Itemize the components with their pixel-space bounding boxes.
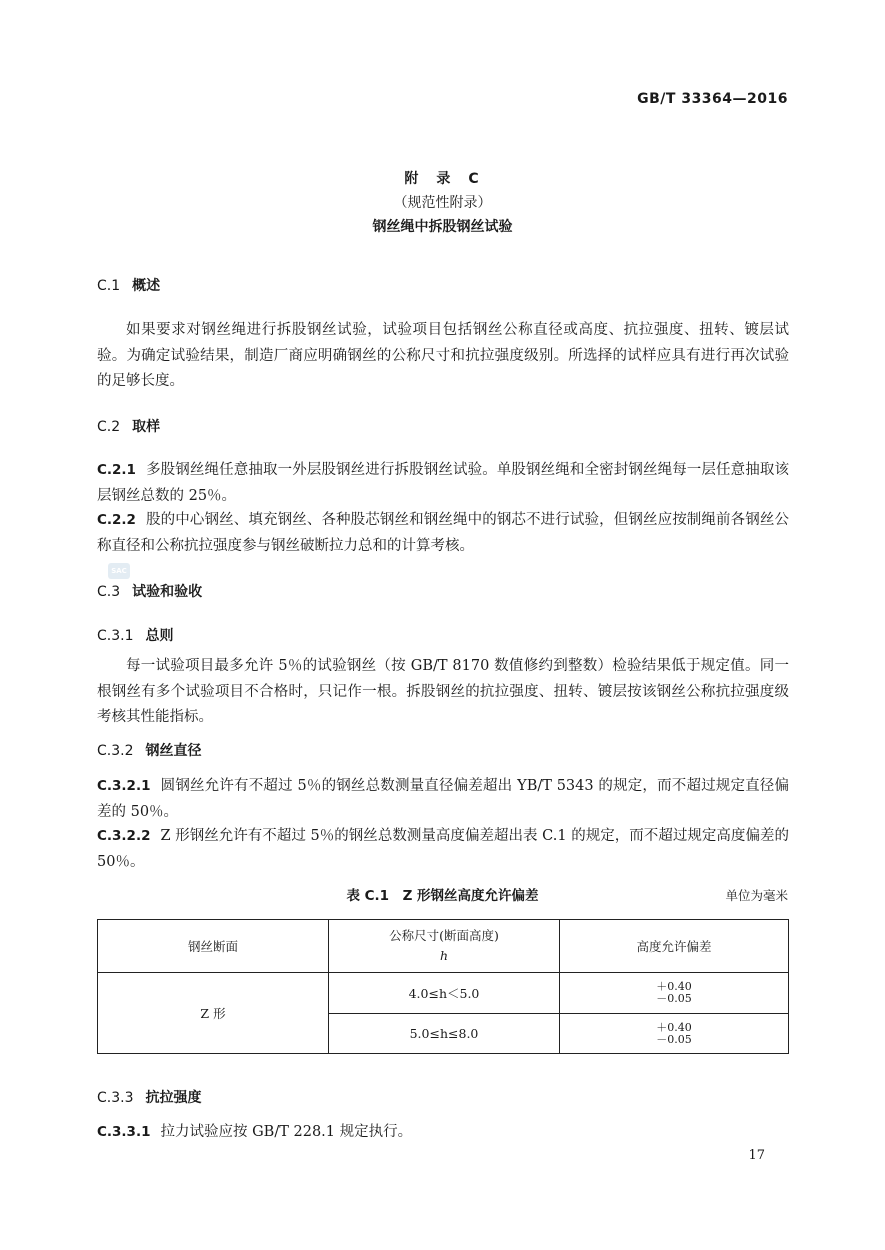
tol-plus: ＋0.40 bbox=[656, 1020, 692, 1034]
header-nominal-size bbox=[329, 920, 560, 973]
clause-c322 bbox=[97, 824, 789, 875]
section-number: C.3.3 bbox=[97, 1090, 134, 1106]
section-c33-heading bbox=[97, 1087, 202, 1107]
section-title: 钢丝直径 bbox=[145, 743, 202, 759]
tol-minus: －0.05 bbox=[656, 992, 692, 1005]
section-number: C.3 bbox=[97, 584, 121, 600]
clause-number: C.2.1 bbox=[97, 462, 136, 478]
clause-text: 拉力试验应按 GB/T 228.1 规定执行。 bbox=[160, 1124, 413, 1140]
clause-number: C.2.2 bbox=[97, 512, 136, 528]
tolerance-table bbox=[97, 919, 789, 1054]
section-c1-heading bbox=[97, 275, 160, 295]
table-row bbox=[98, 973, 789, 1014]
clause-number: C.3.2.2 bbox=[97, 828, 151, 844]
header-tolerance: 高度允许偏差 bbox=[560, 920, 789, 973]
clause-text: 股的中心钢丝、填充钢丝、各种股芯钢丝和钢丝绳中的钢芯不进行试验，但钢丝应按制绳前各钢丝公称直径和公称抗拉强度参与钢丝破断拉力总和的计算考核。 bbox=[97, 512, 789, 554]
clause-text: Z 形钢丝允许有不超过 5％的钢丝总数测量高度偏差超出表 C.1 的规定，而不超过规定高度偏差的 50％。 bbox=[97, 828, 789, 870]
watermark-logo: SAC bbox=[108, 563, 130, 579]
tol-plus: ＋0.40 bbox=[656, 980, 692, 993]
clause-text: 圆钢丝允许有不超过 5％的钢丝总数测量直径偏差超出 YB/T 5343 的规定，而不超过规定直径偏差的 50％。 bbox=[97, 778, 789, 820]
section-title: 总则 bbox=[145, 628, 174, 644]
clause-number: C.3.3.1 bbox=[97, 1124, 151, 1140]
section-number: C.1 bbox=[97, 278, 121, 294]
section-title: 取样 bbox=[132, 419, 161, 435]
cell-tolerance bbox=[560, 1014, 789, 1054]
tol-minus: －0.05 bbox=[656, 1032, 692, 1046]
clause-c22 bbox=[97, 508, 789, 559]
section-title: 抗拉强度 bbox=[145, 1090, 202, 1106]
section-c31-heading bbox=[97, 625, 174, 645]
section-c32-heading bbox=[97, 740, 202, 760]
header-section: 钢丝断面 bbox=[98, 920, 329, 973]
clause-c321 bbox=[97, 774, 789, 825]
section-title: 试验和验收 bbox=[132, 584, 203, 600]
cell-range: 5.0≤h≤8.0 bbox=[329, 1014, 560, 1054]
section-number: C.3.2 bbox=[97, 743, 134, 759]
table-unit: 单位为毫米 bbox=[725, 888, 788, 903]
clause-c331 bbox=[97, 1120, 789, 1146]
cell-range: 4.0≤h＜5.0 bbox=[329, 973, 560, 1014]
clause-number: C.3.2.1 bbox=[97, 778, 151, 794]
clause-c21 bbox=[97, 458, 789, 509]
cell-tolerance bbox=[560, 973, 789, 1014]
section-c1-text: 如果要求对钢丝绳进行拆股钢丝试验，试验项目包括钢丝公称直径或高度、抗拉强度、扭转、镀层试验。为确定试验结果，制造厂商应明确钢丝的公称尺寸和抗拉强度级别。所选择的试样应具有进行再次试验的足够长度。 bbox=[97, 322, 789, 389]
section-c31-text: 每一试验项目最多允许 5％的试验钢丝（按 GB/T 8170 数值修约到整数）检验结果低于规定值。同一根钢丝有多个试验项目不合格时，只记作一根。拆股钢丝的抗拉强度、扭转、镀层按该钢丝公称抗拉强度级考核其性能指标。 bbox=[97, 658, 789, 725]
header-nominal-symbol: h bbox=[439, 948, 449, 963]
page-number: 17 bbox=[748, 1148, 765, 1163]
clause-text: 多股钢丝绳任意抽取一外层股钢丝进行拆股钢丝试验。单股钢丝绳和全密封钢丝绳每一层任意抽取该层钢丝总数的 25％。 bbox=[97, 462, 789, 504]
section-title: 概述 bbox=[132, 278, 161, 294]
section-c2-heading bbox=[97, 416, 160, 436]
annex-title: 附 录 C bbox=[404, 171, 481, 187]
standard-number: GB/T 33364—2016 bbox=[637, 91, 788, 107]
section-number: C.3.1 bbox=[97, 628, 134, 644]
section-number: C.2 bbox=[97, 419, 121, 435]
section-c3-heading bbox=[97, 581, 202, 601]
header-nominal-label: 公称尺寸(断面高度) bbox=[389, 928, 499, 943]
cell-section: Z 形 bbox=[98, 973, 329, 1054]
table-caption: 表 C.1 Z 形钢丝高度允许偏差 bbox=[346, 888, 539, 904]
annex-type: （规范性附录） bbox=[393, 195, 492, 211]
table-header-row bbox=[98, 920, 789, 973]
annex-name: 钢丝绳中拆股钢丝试验 bbox=[372, 219, 513, 235]
